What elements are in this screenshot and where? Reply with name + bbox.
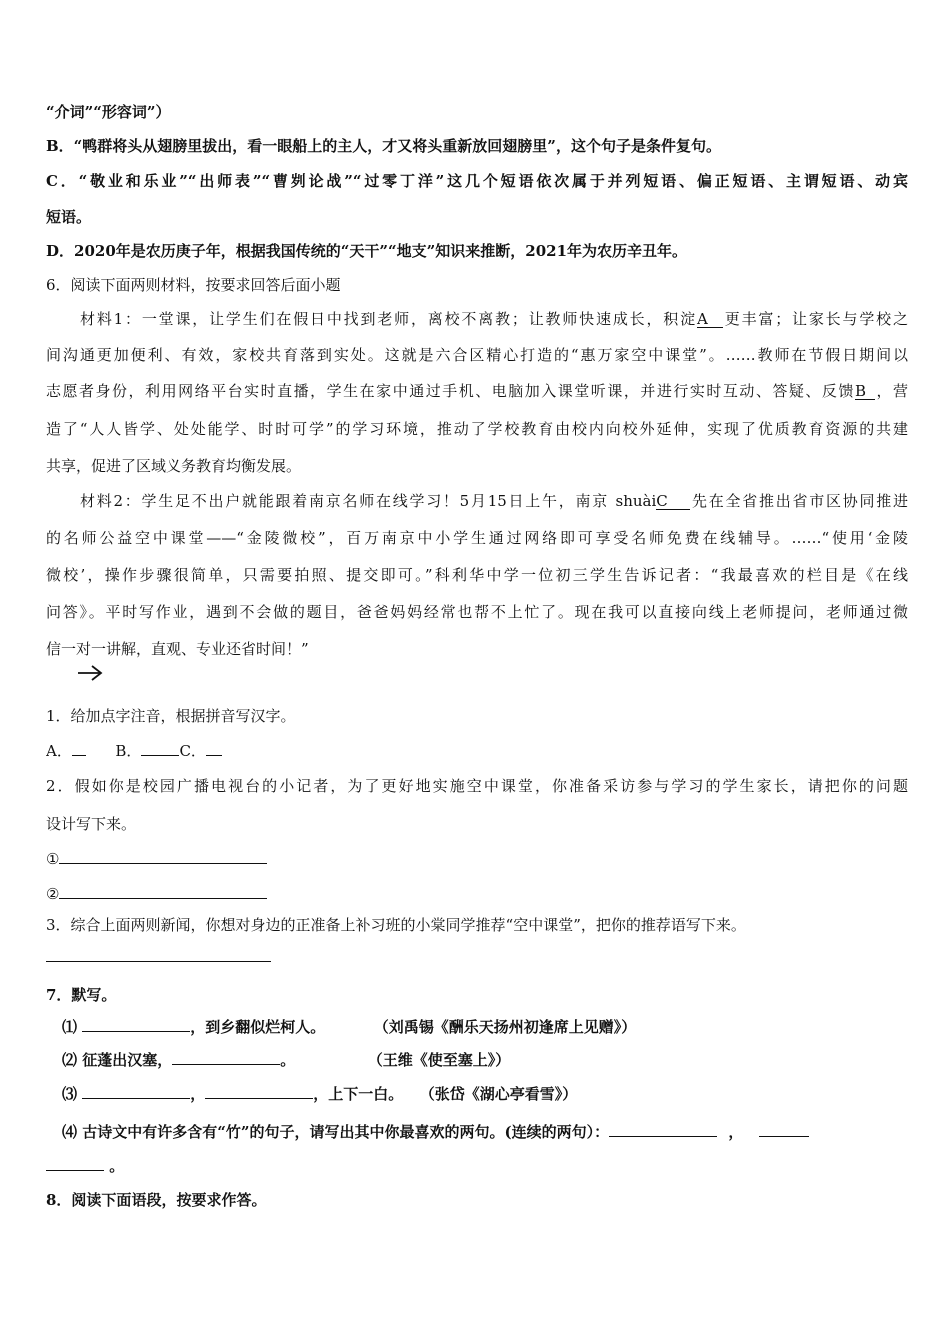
q6-heading: 6．阅读下面两则材料，按要求回答后面小题 [46,276,341,294]
dictation-blank-4a[interactable] [609,1122,717,1137]
answer-blank-c[interactable] [206,741,222,756]
sub-question-1: 1．给加点字注音，根据拼音写汉字。 [46,707,296,725]
material2-line1 [80,490,908,512]
dictation-blank-4b[interactable] [759,1122,809,1137]
item-text: ， [190,1085,206,1103]
material1-line5: 共享，促进了区域义务教育均衡发展。 [46,457,302,475]
answer-blank-question-1[interactable] [59,849,267,864]
sub-question-2-line2: 设计写下来。 [46,815,137,833]
material1-line3 [46,380,908,402]
q7-heading: 7．默写。 [46,986,117,1004]
answer-blank-question-2[interactable] [59,884,267,899]
option-a-label: A． [46,742,72,760]
q5-option-c-line1: C．“敬业和乐业”“出师表”“曹刿论战”“过零丁洋”这几个短语依次属于并列短语、偏正短语、主谓短语、动宾 [46,172,908,190]
dictation-blank-1[interactable] [82,1017,190,1032]
item-text: 古诗文中有许多含有“竹”的句子，请写出其中你最喜欢的两句。(连续的两句）： [82,1123,610,1141]
material1-text: ，营 [874,382,908,400]
material1-line1 [80,308,908,330]
item-text: ，上下一白。 [313,1085,404,1103]
q7-item-1 [62,1016,908,1038]
answer-line-2 [46,883,908,905]
blank-a-mark: A [697,311,723,328]
sub-question-3: 3．综合上面两则新闻，你想对身边的正准备上补习班的小棠同学推荐“空中课堂”，把你的推荐语写下来。 [46,916,746,934]
item-source: （王维《使至塞上》） [367,1051,511,1069]
answer-blank-recommendation[interactable] [46,947,271,962]
option-b-label: B． [115,742,142,760]
item-text: 。 [109,1157,125,1175]
right-arrow-icon [76,664,104,682]
material2-line3: 微校’，操作步骤很简单，只需要拍照、提交即可。”科利华中学一位初三学生告诉记者：“我最喜欢的栏目是《在线 [46,566,908,584]
item-text: ，到乡翻似烂柯人。 [190,1018,326,1036]
item-number: ⑷ [62,1123,78,1141]
material1-text: 更丰富；让家长与学校之 [722,310,908,328]
item-text: 征蓬出汉塞， [82,1051,173,1069]
material1-line4: 造了“人人皆学、处处能学、时时可学”的学习环境，推动了学校教育由校内向校外延伸，实现了优质教育资源的共建 [46,420,908,438]
item-text: 。 [280,1051,296,1069]
sub-question-1-blanks [46,740,908,762]
blank-b-mark: B [855,383,875,400]
item-number: ⑴ [62,1018,78,1036]
item-source: （刘禹锡《酬乐天扬州初逢席上见赠》） [373,1018,637,1036]
option-c-label: C． [179,742,206,760]
q7-item-4-continued [46,1155,908,1177]
answer-line-3 [46,946,908,968]
material1-text: 材料1：一堂课，让学生们在假日中找到老师，离校不离教；让教师快速成长，积淀 [80,310,697,328]
material2-text: 材料2：学生足不出户就能跟着南京名师在线学习！5月15日上午，南京 shuài [80,492,657,510]
item-number: ⑶ [62,1085,78,1103]
material1-line2: 间沟通更加便利、有效，家校共育落到实处。这就是六合区精心打造的“惠万家空中课堂”。……教师在节假日期间以 [46,346,908,364]
sub-question-2-line1: 2．假如你是校园广播电视台的小记者，为了更好地实施空中课堂，你准备采访参与学习的学生家长，请把你的问题 [46,777,908,795]
q8-heading: 8．阅读下面语段，按要求作答。 [46,1191,267,1209]
dictation-blank-4b-continued[interactable] [46,1156,104,1171]
material1-text: 志愿者身份，利用网络平台实时直播，学生在家中通过手机、电脑加入课堂听课，并进行实时互动、答疑、反馈 [46,382,855,400]
item-source: （张岱《湖心亭看雪》） [419,1085,578,1103]
q7-item-2 [62,1049,908,1071]
dictation-blank-3b[interactable] [205,1084,313,1099]
material2-line5: 信一对一讲解，直观、专业还省时间！” [46,640,309,658]
item-number: ⑵ [62,1051,78,1069]
blank-c-mark: C [656,493,690,510]
material2-line4: 问答》。平时写作业，遇到不会做的题目，爸爸妈妈经常也帮不上忙了。现在我可以直接向线上老师提问，老师通过微 [46,603,908,621]
q7-item-3 [62,1083,908,1105]
answer-line-1 [46,848,908,870]
dictation-blank-2[interactable] [172,1050,280,1065]
material2-line2: 的名师公益空中课堂——“金陵微校”，百万南京中小学生通过网络即可享受名师免费在线辅导。……“使用‘金陵 [46,529,908,547]
dictation-blank-3a[interactable] [82,1084,190,1099]
circle-number-1: ① [46,850,60,868]
q5-option-a-continued: “介词”“形容词”） [46,103,171,121]
answer-blank-a[interactable] [72,741,86,756]
q5-option-c-line2: 短语。 [46,208,92,226]
answer-blank-b[interactable] [141,741,179,756]
q5-option-b: B．“鸭群将头从翅膀里拔出，看一眼船上的主人，才又将头重新放回翅膀里”，这个句子是条件复句。 [46,137,721,155]
item-text: ， [728,1123,744,1141]
q5-option-d: D．2020年是农历庚子年，根据我国传统的“天干”“地支”知识来推断，2021年为农历辛丑年。 [46,242,688,260]
circle-number-2: ② [46,885,60,903]
q7-item-4 [62,1121,908,1143]
material2-text: 先在全省推出省市区协同推进 [690,492,908,510]
